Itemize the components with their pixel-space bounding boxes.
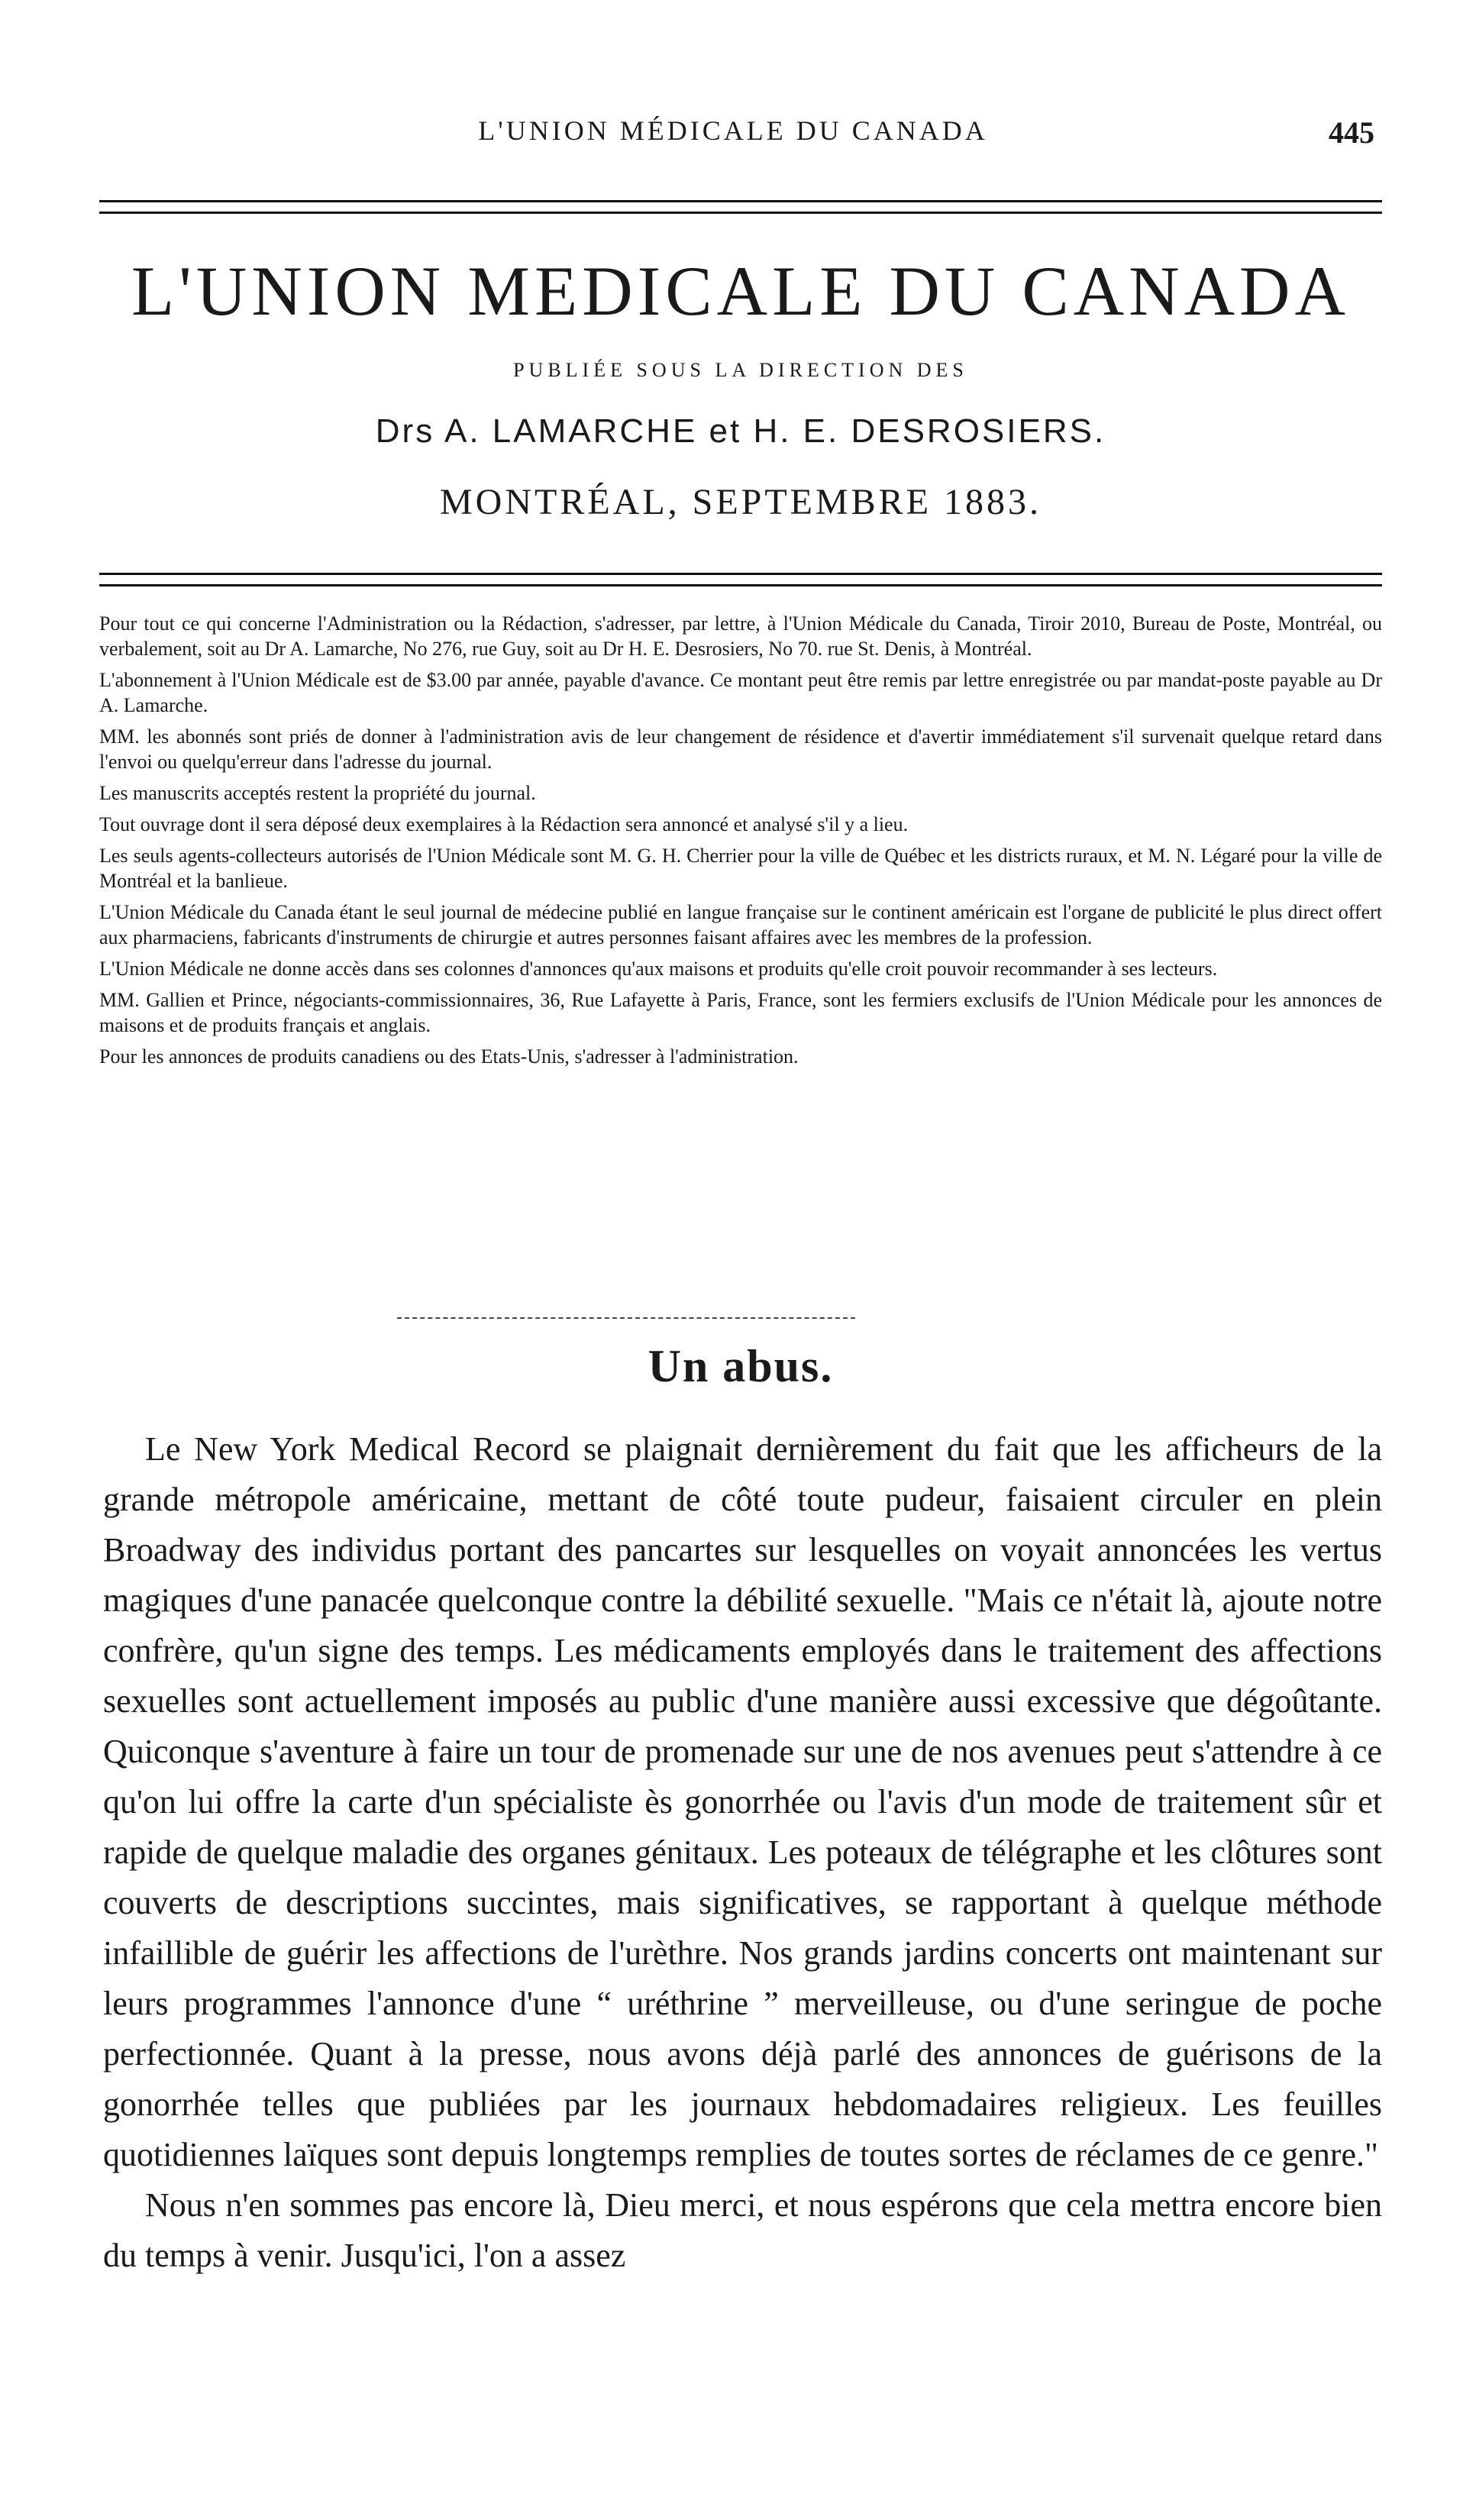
- masthead-double-rule: [99, 573, 1382, 586]
- notice-paragraph: L'Union Médicale ne donne accès dans ses colonnes d'annonces qu'aux maisons et produits qu'elle croit pouvoir recommander à ses lecteurs.: [99, 958, 1218, 980]
- top-double-rule: [99, 200, 1382, 214]
- notice-paragraph: Les seuls agents-collecteurs autorisés de l'Union Médicale sont M. G. H. Cherrier pour la ville de Québec et les districts ruraux, et M. N. Légaré pour la ville de Montréal et la banlieue.: [99, 845, 1382, 892]
- notice-paragraph: Les manuscrits acceptés restent la propriété du journal.: [99, 782, 536, 804]
- notice-paragraph: L'abonnement à l'Union Médicale est de $3.00 par année, payable d'avance. Ce montant peut être remis par lettre enregistrée ou par mandat-poste payable au Dr A. Lamarche.: [99, 669, 1382, 716]
- article-paragraph: Le New York Medical Record se plaignait dernièrement du fait que les afficheurs de la grande métropole américaine, mettant de côté toute pudeur, faisaient circuler en plein Broadway des individus portant des pancartes sur lesquelles on voyait annoncées les vertus magiques d'une panacée quelconque contre la débilité sexuelle. "Mais ce n'était là, ajoute notre confrère, qu'un signe des temps. Les médicaments employés dans le traitement des affections sexuelles sont actuellement imposés au public d'une manière aussi excessive que dégoûtante. Quiconque s'aventure à faire un tour de promenade sur une de nos avenues peut s'attendre à ce qu'on lui offre la carte d'un spécialiste ès gonorrhée ou l'avis d'un mode de traitement sûr et rapide de quelque maladie des organes génitaux. Les poteaux de télégraphe et les clôtures sont couverts de descriptions succintes, mais significatives, se rapportant à quelque méthode infaillible de guérir les affections de l'urèthre. Nos grands jardins concerts ont maintenant sur leurs programmes l'annonce d'une “ uréthrine ” merveilleuse, ou d'une seringue de poche perfectionnée. Quant à la presse, nous avons déjà parlé des annonces de guérisons de la gonorrhée telles que publiées par les journaux hebdomadaires religieux. Les feuilles quotidiennes laïques sont depuis longtemps remplies de toutes sortes de réclames de ce genre.": [103, 1430, 1382, 2173]
- page-number: 445: [1329, 115, 1374, 150]
- masthead-dateline: MONTRÉAL, SEPTEMBRE 1883.: [439, 482, 1042, 522]
- notice-paragraph: Pour tout ce qui concerne l'Administration ou la Rédaction, s'adresser, par lettre, à l'Union Médicale du Canada, Tiroir 2010, Bureau de Poste, Montréal, ou verbalement, soit au Dr A. Lamarche, No 276, rue Guy, soit au Dr H. E. Desrosiers, No 70. rue St. Denis, à Montréal.: [99, 612, 1382, 660]
- article-paragraph: Nous n'en sommes pas encore là, Dieu merci, et nous espérons que cela mettra encore bien du temps à venir. Jusqu'ici, l'on a assez: [103, 2186, 1382, 2274]
- masthead-title: L'UNION MEDICALE DU CANADA: [131, 252, 1350, 330]
- notice-paragraph: Tout ouvrage dont il sera déposé deux exemplaires à la Rédaction sera annoncé et analysé s'il y a lieu.: [99, 813, 909, 835]
- notice-paragraph: L'Union Médicale du Canada étant le seul journal de médecine publié en langue française sur le continent américain est l'organe de publicité le plus direct offert aux pharmaciens, fabricants d'instruments de chirurgie et autres personnes faisant affaires avec les membres de la profession.: [99, 901, 1382, 948]
- notice-paragraph: MM. Gallien et Prince, négociants-commissionnaires, 36, Rue Lafayette à Paris, France, sont les fermiers exclusifs de l'Union Médicale pour les annonces de maisons et de produits français et anglais.: [99, 989, 1382, 1036]
- section-divider: [397, 1317, 855, 1319]
- running-head: [92, 115, 1374, 160]
- article-body: [103, 1424, 1382, 2281]
- article-title: Un abus.: [648, 1341, 834, 1391]
- running-head-title: L'UNION MÉDICALE DU CANADA: [478, 115, 988, 146]
- administrative-notices: [99, 611, 1382, 1075]
- masthead-subtitle: PUBLIÉE SOUS LA DIRECTION DES: [513, 359, 968, 381]
- masthead-directors: Drs A. LAMARCHE et H. E. DESROSIERS.: [375, 412, 1106, 450]
- notice-paragraph: MM. les abonnés sont priés de donner à l'administration avis de leur changement de résidence et d'avertir immédiatement s'il survenait quelque retard dans l'envoi ou quelqu'erreur dans l'adresse du journal.: [99, 725, 1382, 773]
- notice-paragraph: Pour les annonces de produits canadiens ou des Etats-Unis, s'adresser à l'administration.: [99, 1045, 799, 1068]
